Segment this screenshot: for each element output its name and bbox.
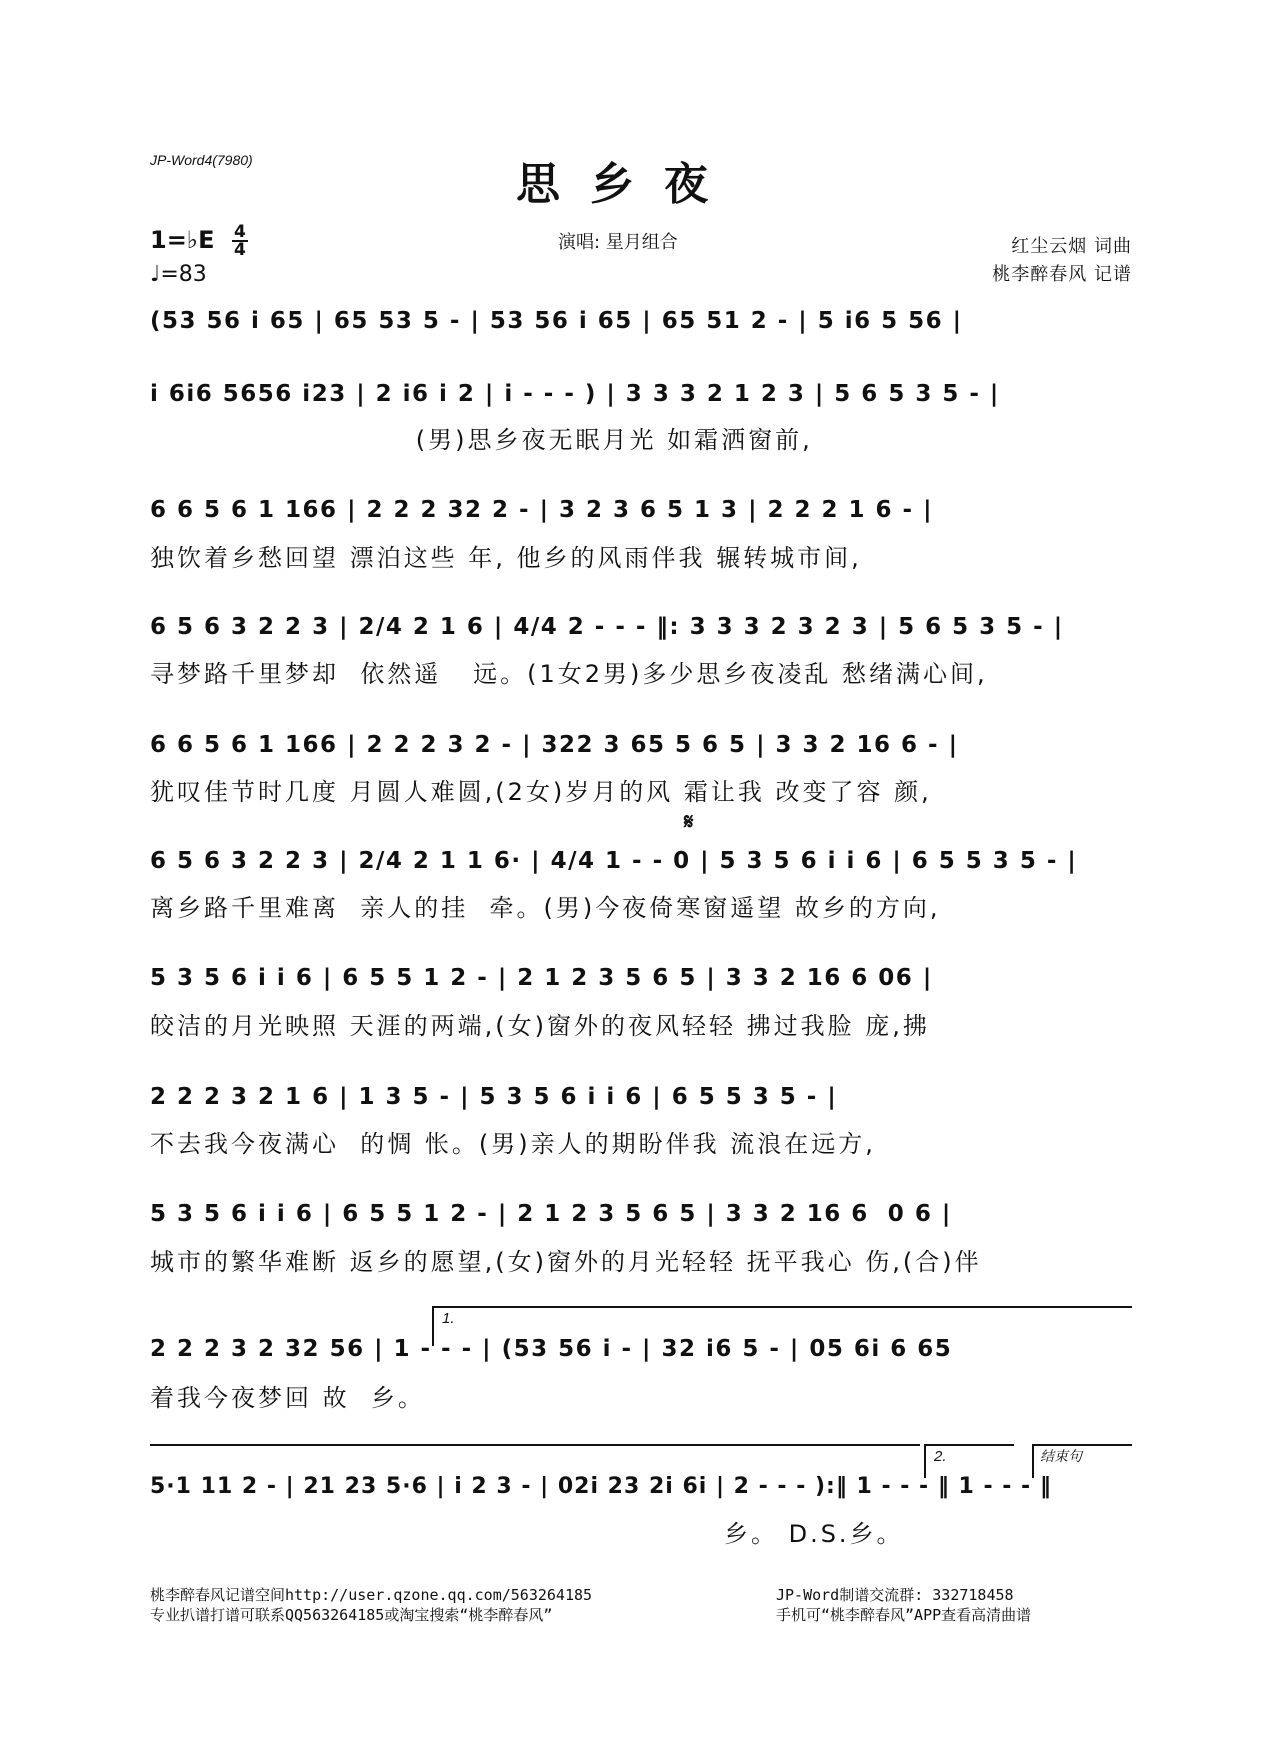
notation-row-11: 5·1 11 2 - | 21 23 5·6 | i 2 3 - | 02i 23 2i 6i | 2 - - - ):‖ 1 - - - ‖ 1 - - - ‖ (150, 1474, 1052, 1499)
notation-row-3: 6 6 5 6 1 166 | 2 2 2 32 2 - | 3 2 3 6 5 1 3 | 2 2 2 1 6 - | (150, 497, 933, 523)
notation-row-7: 5 3 5 6 i i 6 | 6 5 5 1 2 - | 2 1 2 3 5 6 5 | 3 3 2 16 6 06 | (150, 965, 933, 991)
volta-2-bracket (924, 1444, 1014, 1446)
performer-credit: 演唱: 星月组合 (558, 232, 678, 253)
lyricist-composer-credit: 红尘云烟 词曲 (1011, 236, 1132, 257)
lyrics-row-8: 不去我今夜满心 的惆 怅。(男)亲人的期盼伴我 流浪在远方, (150, 1130, 876, 1158)
lyrics-row-10: 着我今夜梦回 故 乡。 (150, 1384, 425, 1412)
transcriber-credit: 桃李醉春风 记谱 (992, 264, 1132, 285)
notation-row-9: 5 3 5 6 i i 6 | 6 5 5 1 2 - | 2 1 2 3 5 6 5 | 3 3 2 16 6 0 6 | (150, 1201, 952, 1227)
volta-2-bracket-side (924, 1444, 926, 1478)
lyrics-row-4: 寻梦路千里梦却 依然遥 远。(1女2男)多少思乡夜凌乱 愁绪满心间, (150, 660, 988, 688)
volta-1-bracket (432, 1306, 1132, 1308)
key-signature: 1=♭E (150, 226, 215, 254)
footer-left-line-1: 桃李醉春风记谱空间http://user.qzone.qq.com/563264185 (150, 1586, 593, 1604)
notation-row-2: i 6i6 5656 i23 | 2 i6 i 2 | i - - - ) | 3 3 3 2 1 2 3 | 5 6 5 3 5 - | (150, 381, 1000, 407)
ending-label: 结束句 (1040, 1449, 1082, 1465)
lyrics-row-11: 乡。 D.S.乡。 (150, 1520, 904, 1548)
tempo-marking: ♩=83 (150, 262, 207, 287)
song-title: 思乡夜 (516, 159, 738, 210)
segno-sign: 𝄋 (684, 810, 694, 835)
volta-1-continuation (150, 1444, 920, 1446)
volta-2-label: 2. (934, 1448, 947, 1465)
time-signature: 4 4 (234, 222, 246, 260)
volta-1-label: 1. (442, 1310, 455, 1327)
lyrics-row-3: 独饮着乡愁回望 漂泊这些 年, 他乡的风雨伴我 辗转城市间, (150, 544, 862, 572)
lyrics-row-9: 城市的繁华难断 返乡的愿望,(女)窗外的月光轻轻 抚平我心 伤,(合)伴 (150, 1248, 982, 1276)
footer-right-line-2: 手机可“桃李醉春风”APP查看高清曲谱 (776, 1606, 1032, 1624)
notation-row-10: 2 2 2 3 2 32 56 | 1 - - - | (53 56 i - | 32 i6 5 - | 05 6i 6 65 (150, 1336, 953, 1362)
lyrics-row-5: 犹叹佳节时几度 月圆人难圆,(2女)岁月的风 霜让我 改变了容 颜, (150, 778, 932, 806)
notation-row-4: 6 5 6 3 2 2 3 | 2/4 2 1 6 | 4/4 2 - - - ‖: 3 3 3 2 3 2 3 | 5 6 5 3 5 - | (150, 614, 1064, 640)
lyrics-row-7: 皎洁的月光映照 天涯的两端,(女)窗外的夜风轻轻 拂过我脸 庞,拂 (150, 1012, 930, 1040)
lyrics-row-2: (男)思乡夜无眠月光 如霜洒窗前, (150, 426, 813, 454)
ending-bracket-side (1032, 1444, 1034, 1478)
software-label: JP-Word4(7980) (150, 152, 253, 168)
notation-row-1: (53 56 i 65 | 65 53 5 - | 53 56 i 65 | 65 51 2 - | 5 i6 5 56 | (150, 308, 963, 334)
footer-left-line-2: 专业扒谱打谱可联系QQ563264185或淘宝搜索“桃李醉春风” (150, 1606, 553, 1624)
notation-row-6: 6 5 6 3 2 2 3 | 2/4 2 1 1 6· | 4/4 1 - - 0 | 5 3 5 6 i i 6 | 6 5 5 3 5 - | (150, 848, 1078, 874)
footer-right-line-1: JP-Word制谱交流群: 332718458 (776, 1586, 1014, 1604)
notation-row-5: 6 6 5 6 1 166 | 2 2 2 3 2 - | 322 3 65 5 6 5 | 3 3 2 16 6 - | (150, 732, 959, 758)
lyrics-row-6: 离乡路千里难离 亲人的挂 牵。(男)今夜倚寒窗遥望 故乡的方向, (150, 894, 941, 922)
notation-row-8: 2 2 2 3 2 1 6 | 1 3 5 - | 5 3 5 6 i i 6 | 6 5 5 3 5 - | (150, 1084, 838, 1110)
